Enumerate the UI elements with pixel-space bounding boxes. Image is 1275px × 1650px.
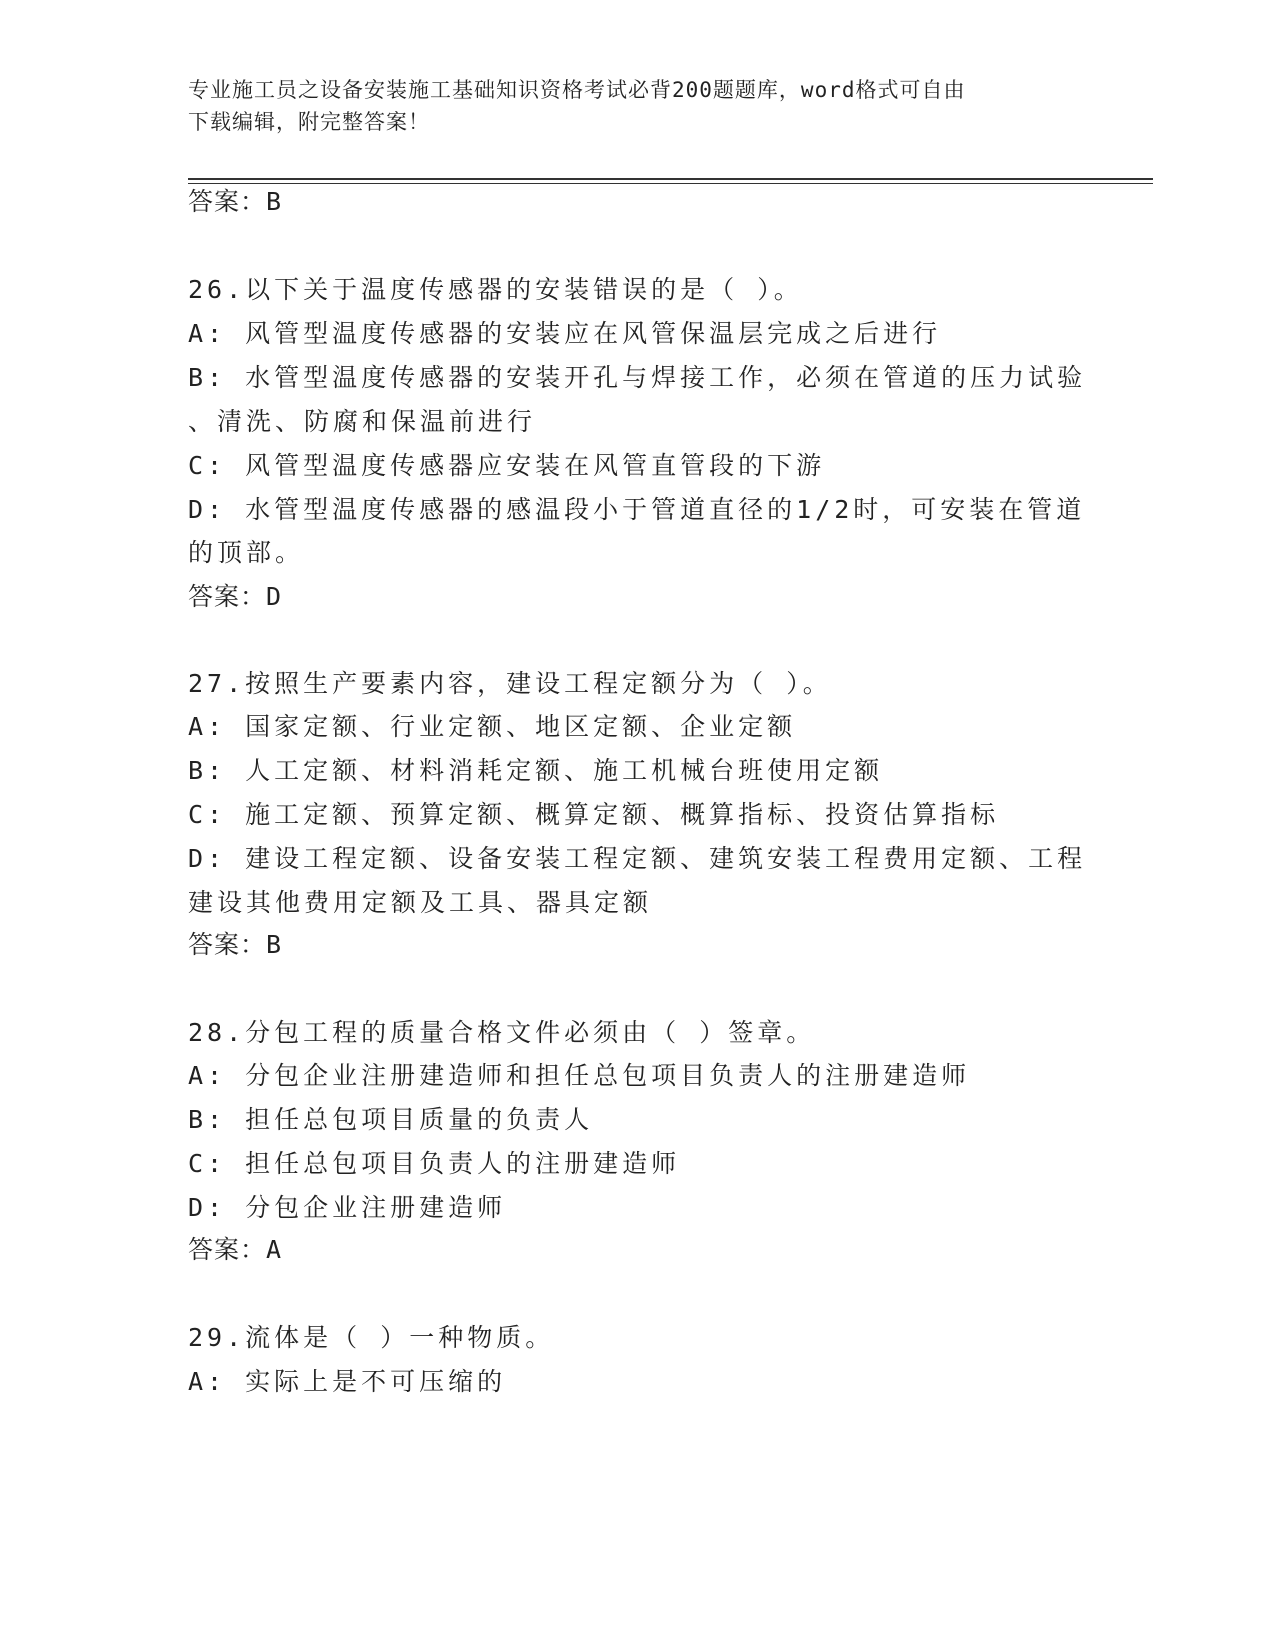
question-26-stem: 26.以下关于温度传感器的安装错误的是（ ）。 xyxy=(188,275,803,304)
question-26-option-b-cont: 、清洗、防腐和保温前进行 xyxy=(188,407,537,436)
header-rule-thin xyxy=(188,183,1153,184)
header-line-2: 下载编辑，附完整答案！ xyxy=(188,110,430,134)
question-28-answer: 答案：A xyxy=(188,1235,283,1264)
question-28-option-b: B: 担任总包项目质量的负责人 xyxy=(188,1105,594,1134)
previous-answer: 答案：B xyxy=(188,187,283,216)
question-26-option-d-cont: 的顶部。 xyxy=(188,538,305,567)
question-26-option-a: A: 风管型温度传感器的安装应在风管保温层完成之后进行 xyxy=(188,319,942,348)
question-26-option-d: D: 水管型温度传感器的感温段小于管道直径的1/2时，可安装在管道 xyxy=(188,495,1086,524)
header-line-1: 专业施工员之设备安装施工基础知识资格考试必背200题题库，word格式可自由 xyxy=(188,78,966,102)
question-26-option-c: C: 风管型温度传感器应安装在风管直管段的下游 xyxy=(188,451,826,480)
question-27-option-a: A: 国家定额、行业定额、地区定额、企业定额 xyxy=(188,712,797,741)
question-27-option-d: D: 建设工程定额、设备安装工程定额、建筑安装工程费用定额、工程 xyxy=(188,844,1087,873)
question-28-option-a: A: 分包企业注册建造师和担任总包项目负责人的注册建造师 xyxy=(188,1061,971,1090)
question-28-option-d: D: 分包企业注册建造师 xyxy=(188,1193,507,1222)
question-28-stem: 28.分包工程的质量合格文件必须由（ ）签章。 xyxy=(188,1018,816,1047)
question-28-option-c: C: 担任总包项目负责人的注册建造师 xyxy=(188,1149,681,1178)
question-26-answer: 答案：D xyxy=(188,582,283,611)
question-27-stem: 27.按照生产要素内容，建设工程定额分为（ ）。 xyxy=(188,669,832,698)
question-27-option-c: C: 施工定额、预算定额、概算定额、概算指标、投资估算指标 xyxy=(188,800,1000,829)
question-27-option-b: B: 人工定额、材料消耗定额、施工机械台班使用定额 xyxy=(188,756,884,785)
question-27-option-d-cont: 建设其他费用定额及工具、器具定额 xyxy=(188,888,653,917)
question-29-stem: 29.流体是（ ）一种物质。 xyxy=(188,1323,555,1352)
question-27-answer: 答案：B xyxy=(188,930,283,959)
question-29-option-a: A: 实际上是不可压缩的 xyxy=(188,1367,507,1396)
document-header xyxy=(188,74,1088,138)
question-26-option-b: B: 水管型温度传感器的安装开孔与焊接工作，必须在管道的压力试验 xyxy=(188,363,1087,392)
header-rule-thick xyxy=(188,178,1153,180)
